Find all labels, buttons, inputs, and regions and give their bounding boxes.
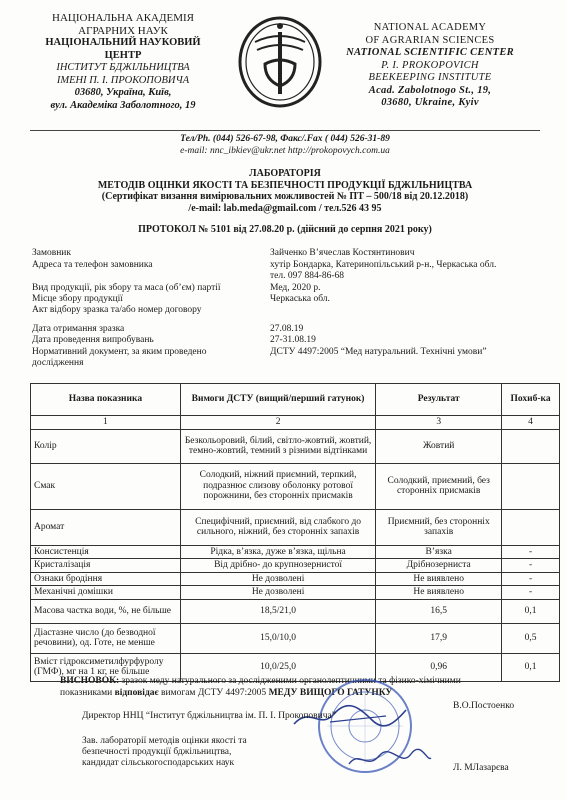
contacts bbox=[70, 133, 500, 157]
institute-header-en bbox=[330, 22, 530, 110]
conclusion bbox=[60, 676, 550, 699]
header-divider bbox=[30, 130, 540, 131]
table-row bbox=[31, 586, 560, 600]
info-value: тел. 097 884-86-68 bbox=[270, 271, 345, 281]
info-row bbox=[32, 260, 542, 271]
lab-head-name: Л. МЛазарєва bbox=[453, 763, 509, 773]
column-number: 3 bbox=[376, 416, 502, 430]
director-name: В.О.Постоенко bbox=[453, 701, 515, 711]
result-cell: 16,5 bbox=[376, 599, 502, 623]
lab-line: МЕТОДІВ ОЦІНКИ ЯКОСТІ ТА БЕЗПЕЧНОСТІ ПРОДУКЦІЇ БДЖІЛЬНИЦТВА bbox=[97, 179, 473, 191]
info-key: Місце збору продукції bbox=[32, 294, 123, 304]
result-cell: Жовтий bbox=[376, 429, 502, 463]
column-header: Назва показника bbox=[31, 384, 181, 416]
parameter-cell: Смак bbox=[31, 463, 181, 509]
contacts-web: e-mail: nnc_ibkiev@ukr.net http://prokopovych.com.ua bbox=[180, 146, 390, 156]
conclusion-verdict: відповідає bbox=[114, 687, 159, 698]
conclusion-text: вимогам ДСТУ 4497:2005 bbox=[158, 687, 269, 698]
column-header: Вимоги ДСТУ (вищий/перший гатунок) bbox=[180, 384, 375, 416]
error-cell: - bbox=[502, 545, 560, 559]
error-cell: 0,1 bbox=[502, 653, 560, 681]
table-row bbox=[31, 429, 560, 463]
requirement-cell: Від дрібно- до крупнозернистої bbox=[180, 559, 375, 573]
column-number: 1 bbox=[31, 416, 181, 430]
info-row bbox=[32, 347, 542, 358]
institute-header-ua bbox=[18, 12, 228, 112]
error-cell: - bbox=[502, 586, 560, 600]
parameter-cell: Кристалізація bbox=[31, 559, 181, 573]
sample-info bbox=[32, 248, 542, 369]
result-cell: 17,9 bbox=[376, 623, 502, 653]
table-row bbox=[31, 463, 560, 509]
requirement-cell: 10,0/25,0 bbox=[180, 653, 375, 681]
result-cell: Не виявлено bbox=[376, 586, 502, 600]
parameter-cell: Діастазне число (до безводної речовини), од. Готе, не менше bbox=[31, 623, 181, 653]
requirement-cell: 18,5/21,0 bbox=[180, 599, 375, 623]
header-ua-line: НАЦІОНАЛЬНА АКАДЕМІЯ bbox=[52, 12, 194, 24]
protocol-title: ПРОТОКОЛ № 5101 від 27.08.20 р. (дійсний до серпня 2021 року) bbox=[138, 224, 432, 235]
error-cell bbox=[502, 429, 560, 463]
result-cell: 0,96 bbox=[376, 653, 502, 681]
requirement-cell: Не дозволені bbox=[180, 572, 375, 586]
result-cell: В’язка bbox=[376, 545, 502, 559]
contacts-phone: Тел/Ph. (044) 526-67-98, Факс/.Fax ( 044) 526-31-89 bbox=[180, 134, 390, 144]
header-ua-line: ІНСТИТУТ БДЖІЛЬНИЦТВА bbox=[56, 62, 190, 73]
parameter-cell: Колір bbox=[31, 429, 181, 463]
error-cell bbox=[502, 463, 560, 509]
info-row bbox=[32, 248, 542, 260]
column-number-row bbox=[31, 416, 560, 430]
requirement-cell: 15,0/10,0 bbox=[180, 623, 375, 653]
column-number: 2 bbox=[180, 416, 375, 430]
header-ua-line: НАЦІОНАЛЬНИЙ НАУКОВИЙ bbox=[45, 37, 201, 48]
info-key: Дата отримання зразка bbox=[32, 324, 125, 334]
info-row bbox=[32, 358, 542, 369]
error-cell: 0,5 bbox=[502, 623, 560, 653]
director-title: Директор ННЦ “Інститут бджільництва ім. П. І. Прокоповича” bbox=[82, 711, 336, 721]
error-cell: - bbox=[502, 572, 560, 586]
result-cell: Не виявлено bbox=[376, 572, 502, 586]
parameter-cell: Аромат bbox=[31, 509, 181, 545]
parameter-cell: Масова частка води, %, не більше bbox=[31, 599, 181, 623]
error-cell: 0,1 bbox=[502, 599, 560, 623]
lab-head-line: безпечності продукції бджільництва, bbox=[82, 747, 232, 757]
conclusion-grade: МЕДУ ВИЩОГО ГАТУНКУ bbox=[268, 687, 393, 698]
header-en-line: P. I. PROKOPOVICH bbox=[381, 59, 479, 71]
header-en-line: NATIONAL SCIENTIFIC CENTER bbox=[346, 47, 514, 58]
parameter-cell: Вміст гідроксиметилфурфуролу (ГМФ), мг на 1 кг, не більше bbox=[31, 653, 181, 681]
header-ua-line: ІМЕНІ П. І. ПРОКОПОВИЧА bbox=[56, 74, 190, 86]
header-ua-line: ЦЕНТР bbox=[104, 49, 142, 61]
conclusion-text: зразок меду натурального за дослідженими органолептичними та фізико-хімічними bbox=[119, 676, 461, 686]
header-ua-line: 03680, Україна, Київ, bbox=[74, 87, 172, 98]
table-row bbox=[31, 623, 560, 653]
info-key: Адреса та телефон замовника bbox=[32, 260, 153, 270]
parameter-cell: Механічні домішки bbox=[31, 586, 181, 600]
result-cell: Дрібнозерниста bbox=[376, 559, 502, 573]
info-row bbox=[32, 324, 542, 335]
lab-head-signature bbox=[345, 748, 435, 772]
lab-head-title bbox=[82, 736, 322, 769]
table-row bbox=[31, 572, 560, 586]
result-cell: Приємний, без сторонніх запахів bbox=[376, 509, 502, 545]
table-row bbox=[31, 599, 560, 623]
requirement-cell: Специфічний, приємний, від слабкого до сильного, ніжний, без сторонніх запахів bbox=[180, 509, 375, 545]
header-ua-line: вул. Академіка Заболотного, 19 bbox=[50, 99, 196, 111]
info-row bbox=[32, 294, 542, 305]
info-row bbox=[32, 335, 542, 347]
requirement-cell: Не дозволені bbox=[180, 586, 375, 600]
column-header: Результат bbox=[376, 384, 502, 416]
header-en-line: OF AGRARIAN SCIENCES bbox=[365, 34, 495, 46]
requirement-cell: Солодкий, ніжний приємний, терпкий, подразнює слизову оболонку ротової порожнини, без сторонніх присмаків bbox=[180, 463, 375, 509]
requirement-cell: Рідка, в’язка, дуже в’язка, щільна bbox=[180, 545, 375, 559]
conclusion-text: показниками bbox=[60, 687, 115, 698]
info-key: Дата проведення випробувань bbox=[32, 335, 154, 345]
parameter-cell: Ознаки бродіння bbox=[31, 572, 181, 586]
lab-line: ЛАБОРАТОРІЯ bbox=[249, 168, 321, 179]
table-row bbox=[31, 545, 560, 559]
info-key: дослідження bbox=[32, 358, 84, 368]
info-key: Замовник bbox=[32, 248, 72, 258]
lab-line: /e-mail: lab.meda@gmail.com / тел.526 43 95 bbox=[188, 202, 382, 214]
info-row bbox=[32, 283, 542, 294]
header-en-line: 03680, Ukraine, Kyiv bbox=[381, 97, 479, 108]
result-cell: Солодкий, приємний, без сторонніх присмаків bbox=[376, 463, 502, 509]
info-value: Черкаська обл. bbox=[270, 294, 330, 304]
parameter-cell: Консистенція bbox=[31, 545, 181, 559]
error-cell: - bbox=[502, 559, 560, 573]
info-value: Зайченко В’ячеслав Костянтинович bbox=[270, 248, 415, 258]
info-row bbox=[32, 271, 542, 283]
laboratory-title bbox=[40, 168, 530, 214]
lab-head-line: кандидат сільськогосподарських наук bbox=[82, 758, 235, 768]
column-number: 4 bbox=[502, 416, 560, 430]
table-row bbox=[31, 509, 560, 545]
info-key: Акт відбору зразка та/або номер договору bbox=[32, 305, 202, 315]
column-header: Похиб-ка bbox=[502, 384, 560, 416]
header-en-line: Acad. Zabolotnogo St., 19, bbox=[368, 84, 492, 96]
lab-line: (Сертифікат визання вимірювальних можливостей № ПТ – 500/18 від 20.12.2018) bbox=[101, 191, 469, 202]
info-value: 27.08.19 bbox=[270, 324, 304, 334]
info-key: Нормативний документ, за яким проведено bbox=[32, 347, 207, 357]
institute-logo bbox=[235, 12, 325, 112]
info-value: 27-31.08.19 bbox=[270, 335, 316, 345]
header-en-line: BEEKEEPING INSTITUTE bbox=[368, 72, 492, 83]
lab-head-line: Зав. лабораторії методів оцінки якості та bbox=[82, 736, 247, 746]
header-en-line: NATIONAL ACADEMY bbox=[373, 22, 487, 33]
info-value: ДСТУ 4497:2005 “Мед натуральний. Технічні умови” bbox=[270, 347, 487, 357]
requirement-cell: Безкольоровий, білий, світло-жовтий, жовтий, темно-жовтий, темний з різними відтінками bbox=[180, 429, 375, 463]
results-table bbox=[30, 383, 560, 682]
header-ua-line: АГРАРНИХ НАУК bbox=[78, 24, 168, 37]
table-row bbox=[31, 559, 560, 573]
info-value: Мед, 2020 р. bbox=[270, 283, 321, 293]
info-key: Вид продукції, рік збору та маса (об’єм) партії bbox=[32, 283, 221, 293]
table-header-row bbox=[31, 384, 560, 416]
error-cell bbox=[502, 509, 560, 545]
info-row bbox=[32, 305, 542, 324]
info-value: хутір Бондарка, Катеринопільський р-н., Черкаська обл. bbox=[270, 260, 497, 270]
conclusion-label: ВИСНОВОК: bbox=[60, 676, 120, 686]
